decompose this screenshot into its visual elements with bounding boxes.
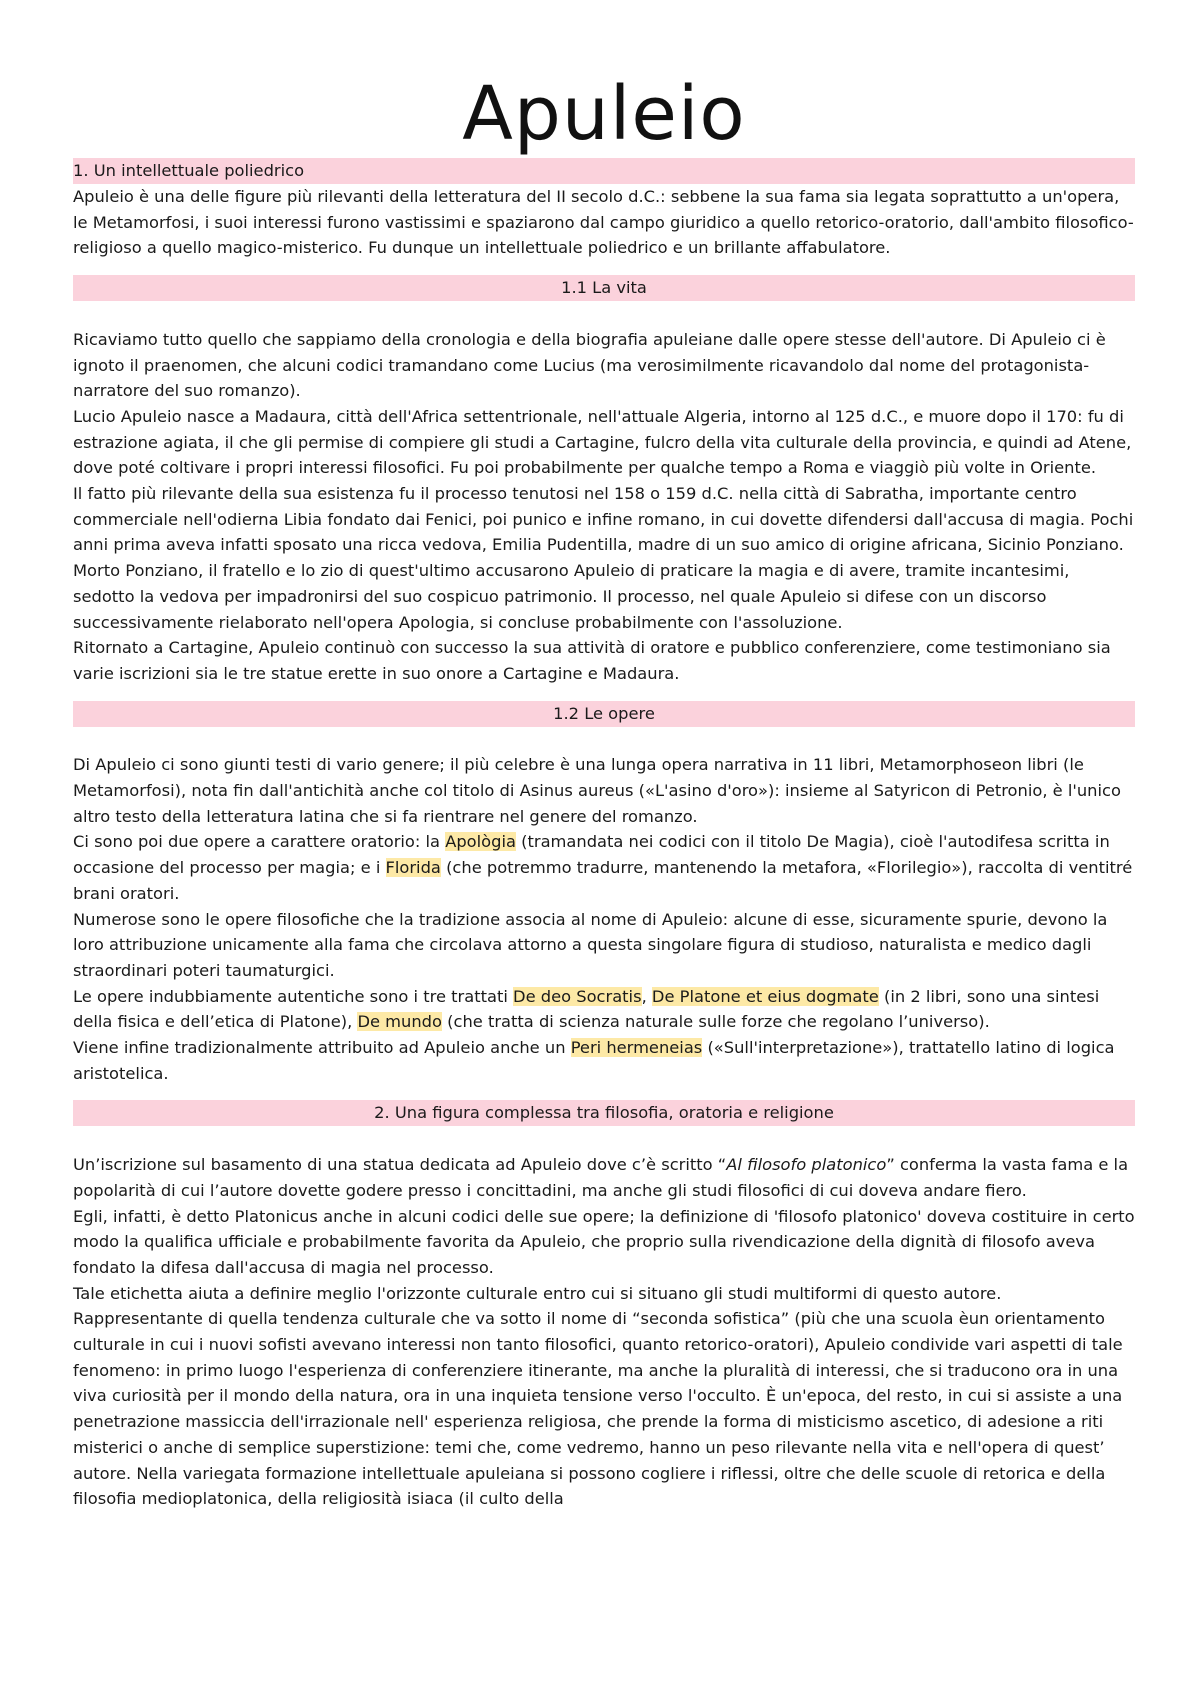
text-run: (tramandata nei codici con il titolo De Magia), cioè l'autodifesa scritta in occasione del processo per magia; e i [73, 832, 1110, 878]
text-run: Ci sono poi due opere a carattere oratorio: la [73, 832, 446, 852]
paragraph [73, 1152, 1135, 1203]
paragraph: Egli, infatti, è detto Platonicus anche in alcuni codici delle sue opere; la definizione di 'filosofo platonico' doveva costituire in certo modo la qualifica ufficiale e probabilmente favorita da Apuleio, che proprio sulla rivendicazione della dignità di filosofo aveva fondato la difesa dall'accusa di magia nel processo. [73, 1206, 1135, 1277]
paragraph: Di Apuleio ci sono giunti testi di vario genere; il più celebre è una lunga opera narrativa in 11 libri, Metamorphoseon libri (le Metamorfosi), nota fin dall'antichità anche col titolo di Asinus aureus («L'asino d'oro»): insieme al Satyricon di Petronio, è l'unico altro testo della letteratura latina che si fa rientrare nel genere del romanzo. [73, 755, 1121, 826]
text-run: Le opere indubbiamente autentiche sono i tre trattati [73, 986, 514, 1006]
highlighted-title: De deo Socratis [513, 986, 642, 1006]
paragraph: Ritornato a Cartagine, Apuleio continuò con successo la sua attività di oratore e pubblico conferenziere, come testimoniano sia varie iscrizioni sia le tre statue erette in suo onore a Cartagine e Madaura. [73, 638, 1111, 683]
document-page [73, 70, 1135, 1512]
text-run: («Sull'interpretazione»), trattatello latino di logica aristotelica. [73, 1038, 1115, 1083]
section-heading-vita: 1.1 La vita [73, 275, 1135, 301]
document-title: Apuleio [462, 71, 746, 157]
paragraph: Tale etichetta aiuta a definire meglio l'orizzonte culturale entro cui si situano gli studi multiformi di questo autore. [73, 1283, 1002, 1303]
text-run: , [641, 986, 652, 1006]
section-heading-figura: 2. Una figura complessa tra filosofia, oratoria e religione [73, 1100, 1135, 1126]
paragraph [73, 1035, 1135, 1086]
paragraph [73, 829, 1135, 906]
text-run: (che tratta di scienza naturale sulle forze che regolano l’universo). [441, 1012, 990, 1032]
paragraph: Numerose sono le opere filosofiche che la tradizione associa al nome di Apuleio: alcune di esse, sicuramente spurie, devono la loro attribuzione unicamente alla fama che circolava attorno a questa singolare figura di studioso, naturalista e medico dagli straordinari poteri taumaturgici. [73, 909, 1108, 980]
highlighted-title: Peri hermeneias [570, 1038, 703, 1058]
highlighted-title: De mundo [357, 1012, 442, 1032]
paragraph: Rappresentante di quella tendenza culturale che va sotto il nome di “seconda sofistica” (più che una scuola èun orientamento culturale in cui i nuovi sofisti avevano interessi non tanto filosofici, quanto retorico-oratori), Apuleio condivide vari aspetti di tale fenomeno: in primo luogo l'esperienza di conferenziere itinerante, ma anche la pluralità di interessi, che si traducono ora in una viva curiosità per il mondo della natura, ora in una inquieta tensione verso l'occulto. È un'epoca, del resto, in cui si assiste a una penetrazione massiccia dell'irrazionale nell' esperienza religiosa, che prende la forma di misticismo ascetico, di adesione a riti misterici o anche di semplice superstizione: temi che, come vedremo, hanno un peso rilevante nella vita e nell'opera di quest’ autore. Nella variegata formazione intellettuale apuleiana si possono cogliere i riflessi, oltre che delle scuole di retorica e della filosofia medioplatonica, della religiosità isiaca (il culto della [73, 1309, 1123, 1509]
italic-quote: Al filosofo platonico [726, 1155, 887, 1175]
paragraph: Ricaviamo tutto quello che sappiamo della cronologia e della biografia apuleiane dalle opere stesse dell'autore. Di Apuleio ci è ignoto il praenomen, che alcuni codici tramandano come Lucius (ma verosimilmente ricavandolo dal nome del protagonista-narratore del suo romanzo). [73, 329, 1106, 401]
text-run: Un’iscrizione sul basamento di una statua dedicata ad Apuleio dove c’è scritto “ [73, 1155, 727, 1175]
text-run: (che potremmo tradurre, mantenendo la metafora, «Florilegio»), raccolta di ventitré brani oratori. [73, 858, 1133, 903]
highlighted-title: Florida [385, 858, 441, 878]
text-run: (in 2 libri, sono una sintesi della fisica e dell’etica di Platone), [73, 986, 1100, 1032]
text-run: ” conferma la vasta fama e la popolarità di cui l’autore dovette godere presso i concittadini, ma anche gli studi filosofici di cui doveva andare fiero. [73, 1155, 1129, 1200]
paragraph [73, 984, 1135, 1035]
section-heading-opere: 1.2 Le opere [73, 701, 1135, 727]
highlighted-title: Apològia [445, 832, 516, 852]
paragraph: Lucio Apuleio nasce a Madaura, città dell'Africa settentrionale, nell'attuale Algeria, intorno al 125 d.C., e muore dopo il 170: fu di estrazione agiata, il che gli permise di compiere gli studi a Cartagine, fulcro della vita culturale della provincia, e quindi ad Atene, dove poté coltivare i propri interessi filosofici. Fu poi probabilmente per qualche tempo a Roma e viaggiò più volte in Oriente. [73, 406, 1132, 478]
highlighted-title: De Platone et eius dogmate [651, 986, 879, 1006]
section-heading-intro: 1. Un intellettuale poliedrico [73, 158, 1135, 184]
paragraph: Apuleio è una delle figure più rilevanti della letteratura del II secolo d.C.: sebbene la sua fama sia legata soprattutto a un'opera, le Metamorfosi, i suoi interessi furono vastissimi e spaziarono dal campo giuridico a quello retorico-oratorio, dall'ambito filosofico-religioso a quello magico-misterico. Fu dunque un intellettuale poliedrico e un brillante affabulatore. [73, 187, 1134, 258]
paragraph: Il fatto più rilevante della sua esistenza fu il processo tenutosi nel 158 o 159 d.C. nella città di Sabratha, importante centro commerciale nell'odierna Libia fondato dai Fenici, poi punico e infine romano, in cui dovette difendersi dall'accusa di magia. Pochi anni prima aveva infatti sposato una ricca vedova, Emilia Pudentilla, madre di un suo amico di origine africana, Sicinio Ponziano. Morto Ponziano, il fratello e lo zio di quest'ultimo accusarono Apuleio di praticare la magia e di avere, tramite incantesimi, sedotto la vedova per impadronirsi del suo cospicuo patrimonio. Il processo, nel quale Apuleio si difese con un discorso successivamente rielaborato nell'opera Apologia, si concluse probabilmente con l'assoluzione. [73, 484, 1134, 632]
text-run: Viene infine tradizionalmente attribuito ad Apuleio anche un [73, 1038, 571, 1058]
